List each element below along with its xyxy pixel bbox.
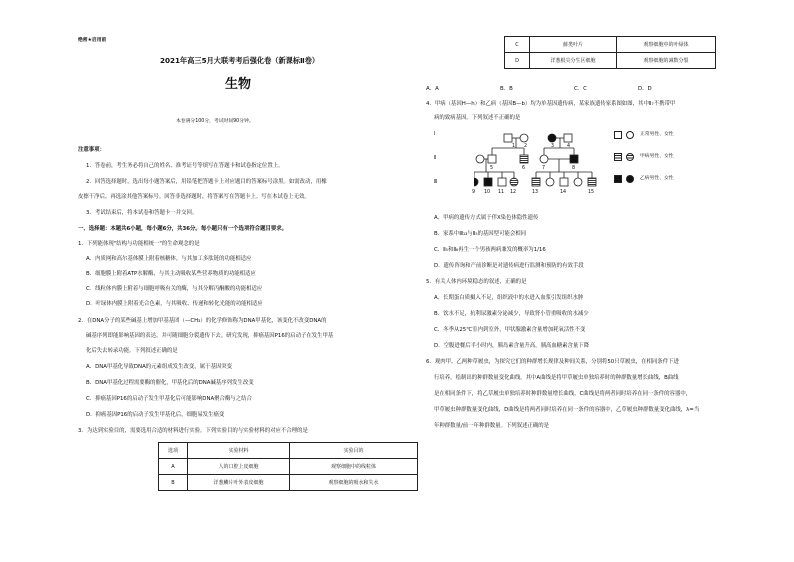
- q3-answer-b: B．B: [500, 86, 513, 92]
- pedigree-female: [520, 134, 528, 142]
- q2-option-d: D．抑癌基因P16的启动子发生甲基化后，细胞易发生癌变: [86, 412, 225, 418]
- pedigree-diagram: [474, 128, 624, 208]
- q5-option-b: B．饮水不足，抗利尿激素分泌减少，导致肾小管重吸收的水减少: [434, 311, 589, 317]
- notice-item: 皮擦干净后，再选涂其他答案标号。回答非选择题时，将答案写在答题卡上。写在本试卷上无效。: [78, 194, 310, 200]
- q6-line: 年种群数量/前一年种群数量。下列叙述正确的是: [434, 423, 550, 429]
- q2-option-a: A．DNA甲基化导致DNA的元素组成发生改变，属于基因突变: [86, 364, 233, 370]
- q3-table-continued: [504, 36, 716, 69]
- table-row: [505, 37, 716, 53]
- legend-label: 乙病男性、女性: [640, 176, 674, 181]
- pedigree-female: [546, 178, 554, 186]
- table-row: [505, 53, 716, 69]
- pedigree-number: 10: [484, 190, 491, 195]
- pedigree-male: [488, 155, 496, 163]
- pedigree-number: 2: [524, 144, 528, 149]
- q1-option-d: D．叶绿体内膜上附着光合色素，与其吸收、传递和转化光能的功能相适应: [86, 301, 263, 307]
- q6-line: 行培养，绘制出的种群数量变化曲线。其中A曲线是将甲草履虫单独培养时的种群数量增长曲线，B曲线: [434, 375, 679, 381]
- table-header: 实验材料: [188, 443, 290, 459]
- legend-normal-female: [626, 131, 634, 139]
- pedigree-number: 3: [551, 144, 555, 149]
- secret-label: 绝密★启用前: [78, 38, 107, 43]
- table-cell: 人的口腔上皮细胞: [188, 459, 290, 475]
- pedigree-number: 9: [472, 190, 476, 195]
- q6-line: 甲草履虫种群数量变化曲线，D曲线是将两者同时培养在同一条件的容器中，乙草履虫种群数量变化曲线，λ=当: [434, 407, 700, 413]
- q1-option-a: A．内质网和高尔基体膜上附着核糖体，与其加工多肽链的功能相适应: [86, 256, 252, 262]
- q2-stem-line: 化后失去转录功能。下列叙述正确的是: [86, 348, 178, 354]
- table-header-row: [159, 443, 418, 459]
- table-cell: 观察细胞的吸水和失水: [290, 475, 418, 491]
- pedigree-number: 8: [572, 166, 576, 171]
- q5-option-c: C．冬季从25℃室内到室外，甲状腺激素含量增加耗氧活性不变: [434, 327, 586, 333]
- q3-answer-c: C．C: [574, 86, 587, 92]
- pedigree-female-a: [510, 178, 518, 186]
- table-cell: 藓类叶片: [530, 37, 617, 53]
- q5-stem: 5．有关人体内环境稳态的叙述，正确的是: [426, 279, 527, 285]
- q4-option-d: D．遗传咨询和产前诊断是对遗传病进行监测和预防的有效手段: [434, 263, 584, 269]
- q4-option-a: A．甲病的遗传方式属于伴X染色体隐性遗传: [434, 215, 539, 221]
- q2-stem-line: 碱基序列即能影响基因的表达，并可随细胞分裂遗传下去。研究发现，抑癌基因P16的启动子在发生甲基: [86, 333, 334, 339]
- table-header: 实验目的: [290, 443, 418, 459]
- q4-stem-line: 4．甲病（基因H—h）和乙病（基因B—b）均为单基因遗传病，某家族遗传家系图如图，其中Ⅱ₇不携带甲: [426, 101, 676, 107]
- table-cell: 观察细胞中的线粒体: [290, 459, 418, 475]
- q3-answer-a: A．A: [426, 86, 439, 92]
- table-row: [159, 475, 418, 491]
- q6-line: 是在相同条件下，将乙草履虫单独培养时种群数量增长曲线，C曲线是将两者同时培养在同一条件的容器中，: [434, 391, 692, 397]
- pedigree-female-b: [474, 178, 478, 186]
- pedigree-male-b: [570, 155, 578, 163]
- pedigree-female: [476, 155, 484, 163]
- legend-label: 正常男性、女性: [640, 132, 674, 137]
- gen-label: Ⅲ: [434, 180, 438, 185]
- pedigree-number: 12: [510, 190, 517, 195]
- q4-stem-line: 病的致病基因。下列叙述不正确的是: [434, 115, 521, 121]
- notice-heading: 注意事项：: [78, 147, 105, 153]
- table-cell: 洋葱根尖分生区细胞: [530, 53, 617, 69]
- q2-option-c: C．抑癌基因P16的启动子发生甲基化后可能影响DNA聚合酶与之结合: [86, 396, 252, 402]
- q1-option-c: C．线粒体内膜上附着与细胞呼吸有关的酶，与其分解丙酮酸的功能相适应: [86, 286, 263, 292]
- pedigree-female: [540, 155, 548, 163]
- pedigree-male-a: [532, 178, 540, 186]
- pedigree-male: [564, 134, 572, 142]
- table-cell: 观察细胞的减数分裂: [617, 53, 716, 69]
- table-cell: D: [505, 53, 530, 69]
- q5-option-a: A．长期蛋白质摄入不足，组织液中的水进入血浆引发组织水肿: [434, 295, 584, 301]
- q1-option-b: B．细胞膜上附着ATP水解酶，与其主动吸收某些营养物质的功能相适应: [86, 271, 256, 277]
- table-cell: B: [159, 475, 188, 491]
- table-cell: C: [505, 37, 530, 53]
- pedigree-female: [574, 178, 582, 186]
- pedigree-number: 1: [512, 144, 516, 149]
- q3-answer-d: D．D: [638, 86, 652, 92]
- notice-item: 2．回答选择题时，选出每小题答案后，用铅笔把答题卡上对应题目的答案标号涂黑。如需改动，用橡: [86, 179, 327, 185]
- pedigree-number: 5: [490, 166, 494, 171]
- q4-option-b: B．家系中Ⅲ₁₃与Ⅱ₅的基因型可能会相同: [434, 231, 527, 237]
- q4-option-c: C．Ⅱ₅和Ⅱ₆再生一个男孩两病兼发的概率为1/16: [434, 247, 546, 253]
- legend-b-male: [614, 175, 622, 183]
- section-heading: 一、选择题：本题共6小题，每小题6分，共36分。每小题只有一个选项符合题目要求。: [78, 226, 288, 232]
- pedigree-male-a: [520, 155, 528, 163]
- notice-item: 1．答卷前，考生务必将自己的姓名、准考证号等填写在答题卡和试卷指定位置上。: [86, 163, 284, 169]
- table-cell: 洋葱鳞片叶外表皮细胞: [188, 475, 290, 491]
- legend-label: 甲病男性、女性: [640, 154, 674, 159]
- pedigree-male: [498, 178, 506, 186]
- table-header: 选项: [159, 443, 188, 459]
- q2-stem-line: 2．在DNA分子的某些碱基上增加甲基基团（—CH₃）的化学修饰称为DNA甲基化，该变化不改变DNA的: [78, 318, 327, 324]
- legend-a-female: [626, 153, 634, 161]
- subject-title: 生物: [225, 77, 252, 92]
- pedigree-female-b: [548, 134, 556, 142]
- pedigree-number: 6: [522, 166, 526, 171]
- table-row: [159, 459, 418, 475]
- exam-note: 本卷满分100分，考试时间90分钟。: [176, 119, 254, 124]
- q3-table-top: [158, 442, 418, 491]
- pedigree-male: [504, 134, 512, 142]
- table-cell: 观察细胞中的叶绿体: [617, 37, 716, 53]
- notice-item: 3．考试结束后，将本试卷和答题卡一并交回。: [86, 210, 198, 216]
- pedigree-number: 7: [542, 166, 546, 171]
- legend-b-female: [626, 175, 634, 183]
- q2-option-b: B．DNA甲基化过程需要酶的催化，甲基化后的DNA碱基序列发生改变: [86, 380, 254, 386]
- pedigree-male-a: [588, 178, 596, 186]
- table-cell: A: [159, 459, 188, 475]
- pedigree-male: [560, 178, 568, 186]
- q1-stem: 1．下列能体现"结构与功能相统一"的生命观念的是: [78, 241, 200, 247]
- gen-label: Ⅰ: [434, 132, 436, 137]
- pedigree-number: 14: [560, 190, 567, 195]
- pedigree-number: 11: [498, 190, 505, 195]
- pedigree-number: 13: [532, 190, 539, 195]
- legend-a-male: [614, 153, 622, 161]
- pedigree-number: 15: [588, 190, 595, 195]
- exam-title: 2021年高三5月大联考考后强化卷（新课标Ⅱ卷）: [160, 56, 320, 65]
- pedigree-number: 4: [567, 144, 571, 149]
- pedigree-male-b: [484, 178, 492, 186]
- q5-option-d: D．空腹进餐后半小时内，胰岛素含量升高，胰高血糖素含量下降: [434, 343, 590, 349]
- q6-line: 6．观肉甲、乙两种草履虫，为探究它们的种群增长规律及种间关系，分别将50只草履虫，在相同条件下进: [426, 359, 679, 365]
- q3-stem: 3．为达到实验目的，需要选用合适的材料进行实验。下列实验目的与实验材料的对应不合理的是: [78, 428, 308, 434]
- gen-label: Ⅱ: [434, 156, 437, 161]
- legend-normal-male: [614, 131, 622, 139]
